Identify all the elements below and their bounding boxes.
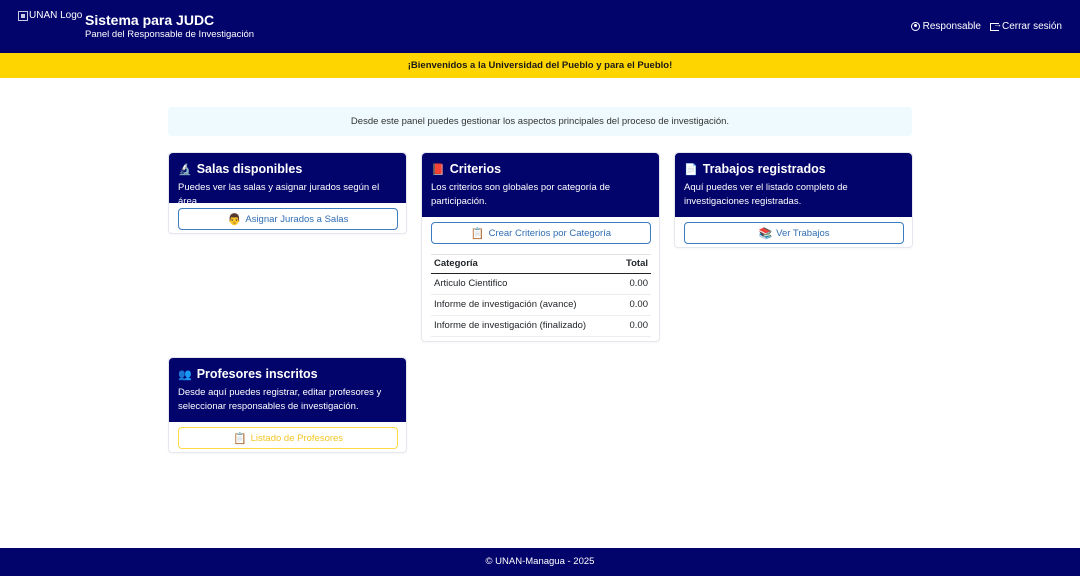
- table-row: [431, 316, 651, 337]
- card-description: Desde aquí puedes registrar, editar profesores y seleccionar responsables de investigación.: [178, 387, 382, 412]
- microscope-icon: 🔬: [178, 162, 192, 176]
- professors-list-button[interactable]: [178, 427, 398, 449]
- card-header: [169, 153, 406, 207]
- cell-categoria: Informe de investigación (finalizado): [431, 316, 618, 337]
- card-title: [431, 162, 650, 176]
- footer: © UNAN-Managua - 2025: [0, 548, 1080, 576]
- card-header: [422, 153, 659, 217]
- card-title: [178, 367, 397, 381]
- welcome-banner: ¡Bienvenidos a la Universidad del Pueblo y para el Pueblo!: [0, 53, 1080, 78]
- card-description: Los criterios son globales por categoría de participación.: [431, 182, 611, 207]
- view-works-button[interactable]: [684, 222, 904, 244]
- logo-alt-text: UNAN Logo: [29, 10, 83, 21]
- card-title: [684, 162, 903, 176]
- card-salas: [168, 152, 407, 234]
- books-icon: 📚: [758, 226, 773, 240]
- column-header-categoria: Categoría: [431, 255, 618, 274]
- app-subtitle: Panel del Responsable de Investigación: [85, 29, 255, 40]
- unan-logo[interactable]: [18, 10, 82, 21]
- top-navbar: [0, 0, 1080, 53]
- card-title: [178, 162, 397, 176]
- card-trabajos: [674, 152, 913, 248]
- card-profesores: [168, 357, 407, 453]
- logout-label: Cerrar sesión: [1001, 21, 1062, 32]
- cell-total: 0.00: [618, 295, 651, 316]
- judge-icon: 👨: [227, 212, 242, 226]
- card-title-text: Profesores inscritos: [196, 367, 318, 381]
- card-description: Aquí puedes ver el listado completo de investigaciones registradas.: [684, 182, 848, 207]
- criteria-table: [431, 254, 651, 337]
- table-header-row: [431, 255, 651, 274]
- cell-total: 0.00: [618, 316, 651, 337]
- logout-icon: [990, 23, 999, 31]
- card-title-text: Criterios: [449, 162, 502, 176]
- card-title-text: Salas disponibles: [196, 162, 303, 176]
- clipboard-icon: 📋: [232, 431, 247, 445]
- assign-juries-button[interactable]: [178, 208, 398, 230]
- table-row: [431, 295, 651, 316]
- info-alert: Desde este panel puedes gestionar los aspectos principales del proceso de investigación.: [168, 107, 912, 136]
- people-icon: 👥: [178, 367, 192, 381]
- button-label: Asignar Jurados a Salas: [245, 213, 349, 225]
- app-title: Sistema para JUDC: [85, 12, 215, 28]
- user-label: Responsable: [922, 21, 981, 32]
- user-circle-icon: [911, 22, 920, 31]
- button-label: Ver Trabajos: [776, 227, 830, 239]
- card-header: [675, 153, 912, 217]
- clipboard-icon: 📋: [470, 226, 485, 240]
- user-nav: [911, 21, 1062, 32]
- card-title-text: Trabajos registrados: [702, 162, 826, 176]
- cell-categoria: Informe de investigación (avance): [431, 295, 618, 316]
- user-profile-link[interactable]: [911, 21, 981, 32]
- broken-image-icon: [18, 11, 28, 21]
- table-row: [431, 274, 651, 295]
- column-header-total: Total: [618, 255, 651, 274]
- button-label: Listado de Profesores: [250, 432, 344, 444]
- book-icon: 📕: [431, 162, 445, 176]
- card-header: [169, 358, 406, 422]
- document-icon: 📄: [684, 162, 698, 176]
- cell-categoria: Articulo Cientifico: [431, 274, 618, 295]
- card-criterios: [421, 152, 660, 342]
- cell-total: 0.00: [618, 274, 651, 295]
- create-criteria-button[interactable]: [431, 222, 651, 244]
- logout-link[interactable]: [990, 21, 1062, 32]
- card-description: Puedes ver las salas y asignar jurados según el área.: [178, 182, 380, 207]
- button-label: Crear Criterios por Categoría: [488, 227, 612, 239]
